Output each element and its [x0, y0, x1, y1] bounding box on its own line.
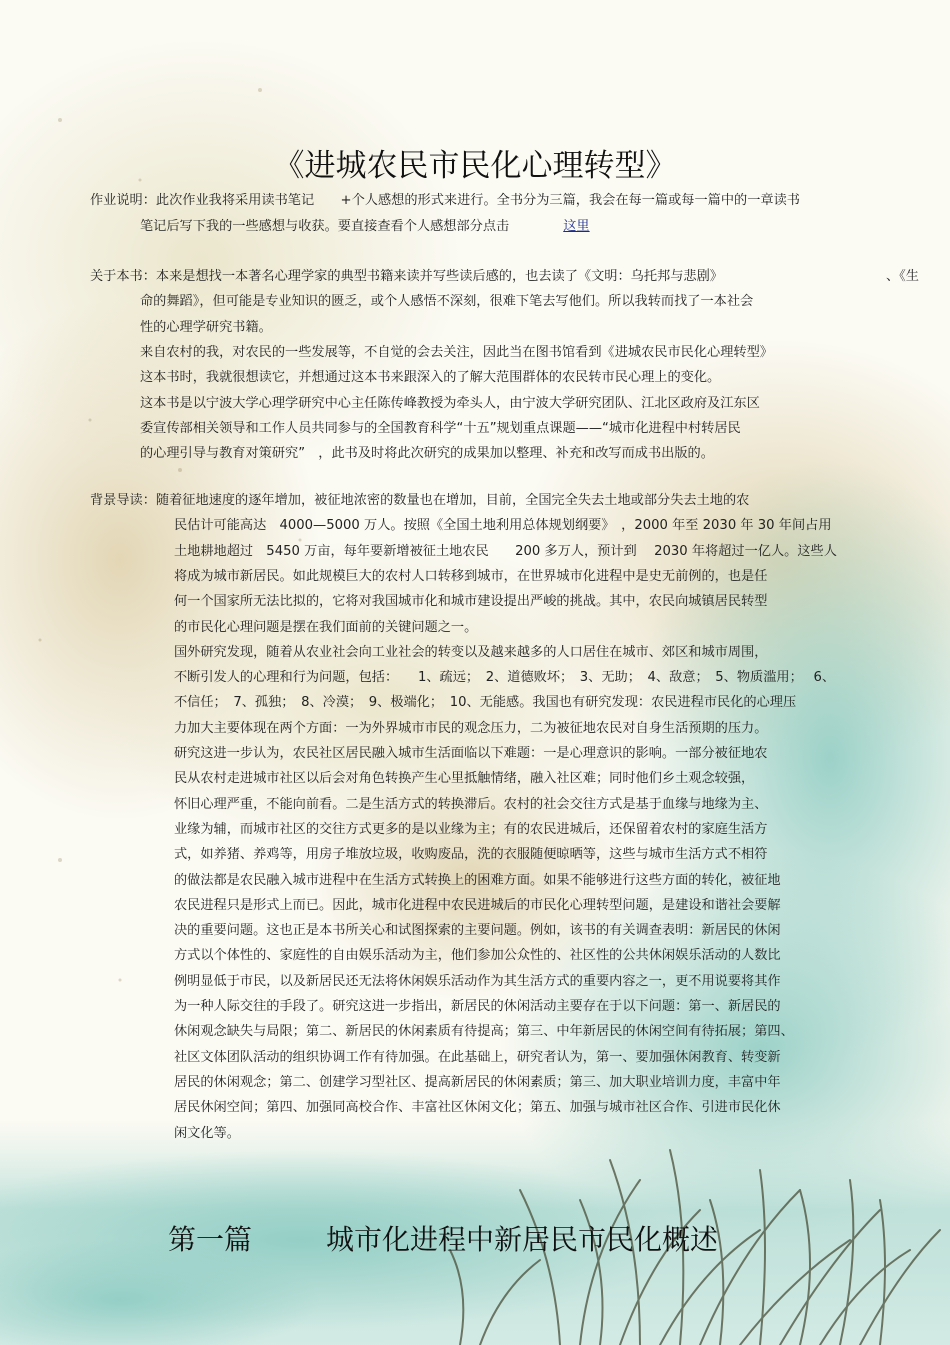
background-line-16: 的做法都是农民融入城市进程中在生活方式转换上的困难方面。如果不能够进行这些方面的转化，被征地 [174, 872, 781, 888]
about-line-5: 这本书时，我就很想读它，并想通过这本书来跟深入的了解大范围群体的农民转市民心理上的变化。 [140, 370, 721, 386]
background-line-20: 例明显低于市民，以及新居民还无法将休闲娱乐活动作为其生活方式的重要内容之一，更不用说要将其作 [174, 973, 781, 989]
background-line-12: 民从农村走进城市社区以后会对角色转换产生心里抵触情绪，融入社区难；同时他们乡土观念较强， [174, 771, 755, 787]
background-line-5: 何一个国家所无法比拟的，它将对我国城市化和城市建设提出严峻的挑战。其中，农民向城镇居民转型 [174, 594, 768, 610]
background-line-26: 闲文化等。 [174, 1125, 240, 1141]
about-line-4: 来自农村的我，对农民的一些发展等，不自觉的会去关注，因此当在图书馆看到《进城农民市民化心理转型》 [140, 344, 773, 360]
background-line-25: 居民休闲空间；第四、加强同高校合作、丰富社区休闲文化；第五、加强与城市社区合作、引进市民化休 [174, 1100, 781, 1116]
background-line-22: 休闲观念缺失与局限；第二、新居民的休闲素质有待提高；第三、中年新居民的休闲空间有待拓展；第四、 [174, 1024, 794, 1040]
background-line-18: 决的重要问题。这也正是本书所关心和试图探索的主要问题。例如，该书的有关调查表明：新居民的休闲 [174, 923, 781, 939]
intro-line-1: 作业说明：此次作业我将采用读书笔记 +个人感想的形式来进行。全书分为三篇，我会在每一篇或每一篇中的一章读书 [90, 193, 800, 208]
about-line-3: 性的心理学研究书籍。 [140, 319, 272, 335]
here-link[interactable]: 这里 [563, 219, 590, 234]
background-line-14: 业缘为辅，而城市社区的交往方式更多的是以业缘为主；有的农民进城后，还保留着农村的家庭生活方 [174, 821, 768, 837]
background-line-15: 式，如养猪、养鸡等，用房子堆放垃圾，收购废品，洗的衣服随便晾晒等，这些与城市生活方式不相符 [174, 847, 768, 863]
background-line-3: 土地耕地超过 5450 万亩，每年要新增被征土地农民 200 多万人，预计到 2030 年将超过一亿人。这些人 [174, 543, 837, 559]
intro-line-2 [140, 218, 590, 236]
background-line-10: 力加大主要体现在两个方面：一为外界城市市民的观念压力，二为被征地农民对自身生活预期的压力。 [174, 720, 768, 736]
background-line-7: 国外研究发现，随着从农业社会向工业社会的转变以及越来越多的人口居住在城市、郊区和城市周围， [174, 644, 768, 660]
about-line-1-tail: 、《生 [886, 269, 919, 284]
background-line-23: 社区文体团队活动的组织协调工作有待加强。在此基础上，研究者认为，第一、要加强休闲教育、转变新 [174, 1049, 781, 1065]
chapter-title: 城市化进程中新居民市民化概述 [326, 1223, 719, 1256]
intro-line-2-text: 笔记后写下我的一些感想与收获。要直接查看个人感想部分点击 [140, 219, 510, 234]
about-line-8: 的心理引导与教育对策研究” ，此书及时将此次研究的成果加以整理、补充和改写而成书出版的。 [140, 446, 714, 462]
chapter-number: 第一篇 [168, 1223, 253, 1256]
background-line-1: 背景导读：随着征地速度的逐年增加，被征地浓密的数量也在增加，目前，全国完全失去土地或部分失去土地的农 [90, 493, 750, 508]
about-line-2: 命的舞蹈》，但可能是专业知识的匮乏，或个人感悟不深刻，很难下笔去写他们。所以我转而找了一本社会 [140, 294, 754, 310]
background-line-21: 为一种人际交往的手段了。研究这进一步指出，新居民的休闲活动主要存在于以下问题：第一、新居民的 [174, 999, 781, 1014]
background-line-4: 将成为城市新居民。如此规模巨大的农村人口转移到城市，在世界城市化进程中是史无前例的，也是任 [174, 568, 768, 584]
about-line-6: 这本书是以宁波大学心理学研究中心主任陈传峰教授为牵头人，由宁波大学研究团队、江北区政府及江东区 [140, 395, 760, 411]
background-line-2: 民估计可能高达 4000—5000 万人。按照《全国土地利用总体规划纲要》 ，2000 年至 2030 年 30 年间占用 [174, 518, 832, 534]
background-line-19: 方式以个体性的、家庭性的自由娱乐活动为主，他们参加公众性的、社区性的公共休闲娱乐活动的人数比 [174, 948, 781, 964]
background-line-6: 的市民化心理问题是摆在我们面前的关键问题之一。 [174, 619, 478, 635]
about-line-7: 委宣传部相关领导和工作人员共同参与的全国教育科学“十五”规划重点课题——“城市化进程中村转居民 [140, 420, 741, 436]
about-line-1: 关于本书：本来是想找一本著名心理学家的典型书籍来读并写些读后感的，也去读了《文明：乌托邦与悲剧》 [90, 269, 723, 284]
background-line-13: 怀旧心理严重，不能向前看。二是生活方式的转换滞后。农村的社会交往方式是基于血缘与地缘为主、 [174, 796, 768, 812]
background-line-17: 农民进程只是形式上而已。因此，城市化进程中农民进城后的市民化心理转型问题，是建设和谐社会要解 [174, 897, 781, 913]
background-line-24: 居民的休闲观念；第二、创建学习型社区、提高新居民的休闲素质；第三、加大职业培训力度，丰富中年 [174, 1074, 781, 1090]
background-line-8: 不断引发人的心理和行为问题，包括： 1、疏远； 2、道德败坏； 3、无助； 4、敌意； 5、物质滥用； 6、 [174, 670, 836, 686]
background-line-11: 研究这进一步认为，农民社区居民融入城市生活面临以下难题：一是心理意识的影响。一部分被征地农 [174, 746, 768, 761]
book-title: 《进城农民市民化心理转型》 [273, 148, 677, 184]
background-line-9: 不信任； 7、孤独； 8、冷漠； 9、极端化； 10、无能感。我国也有研究发现：农民进程市民化的心理压 [174, 695, 797, 711]
